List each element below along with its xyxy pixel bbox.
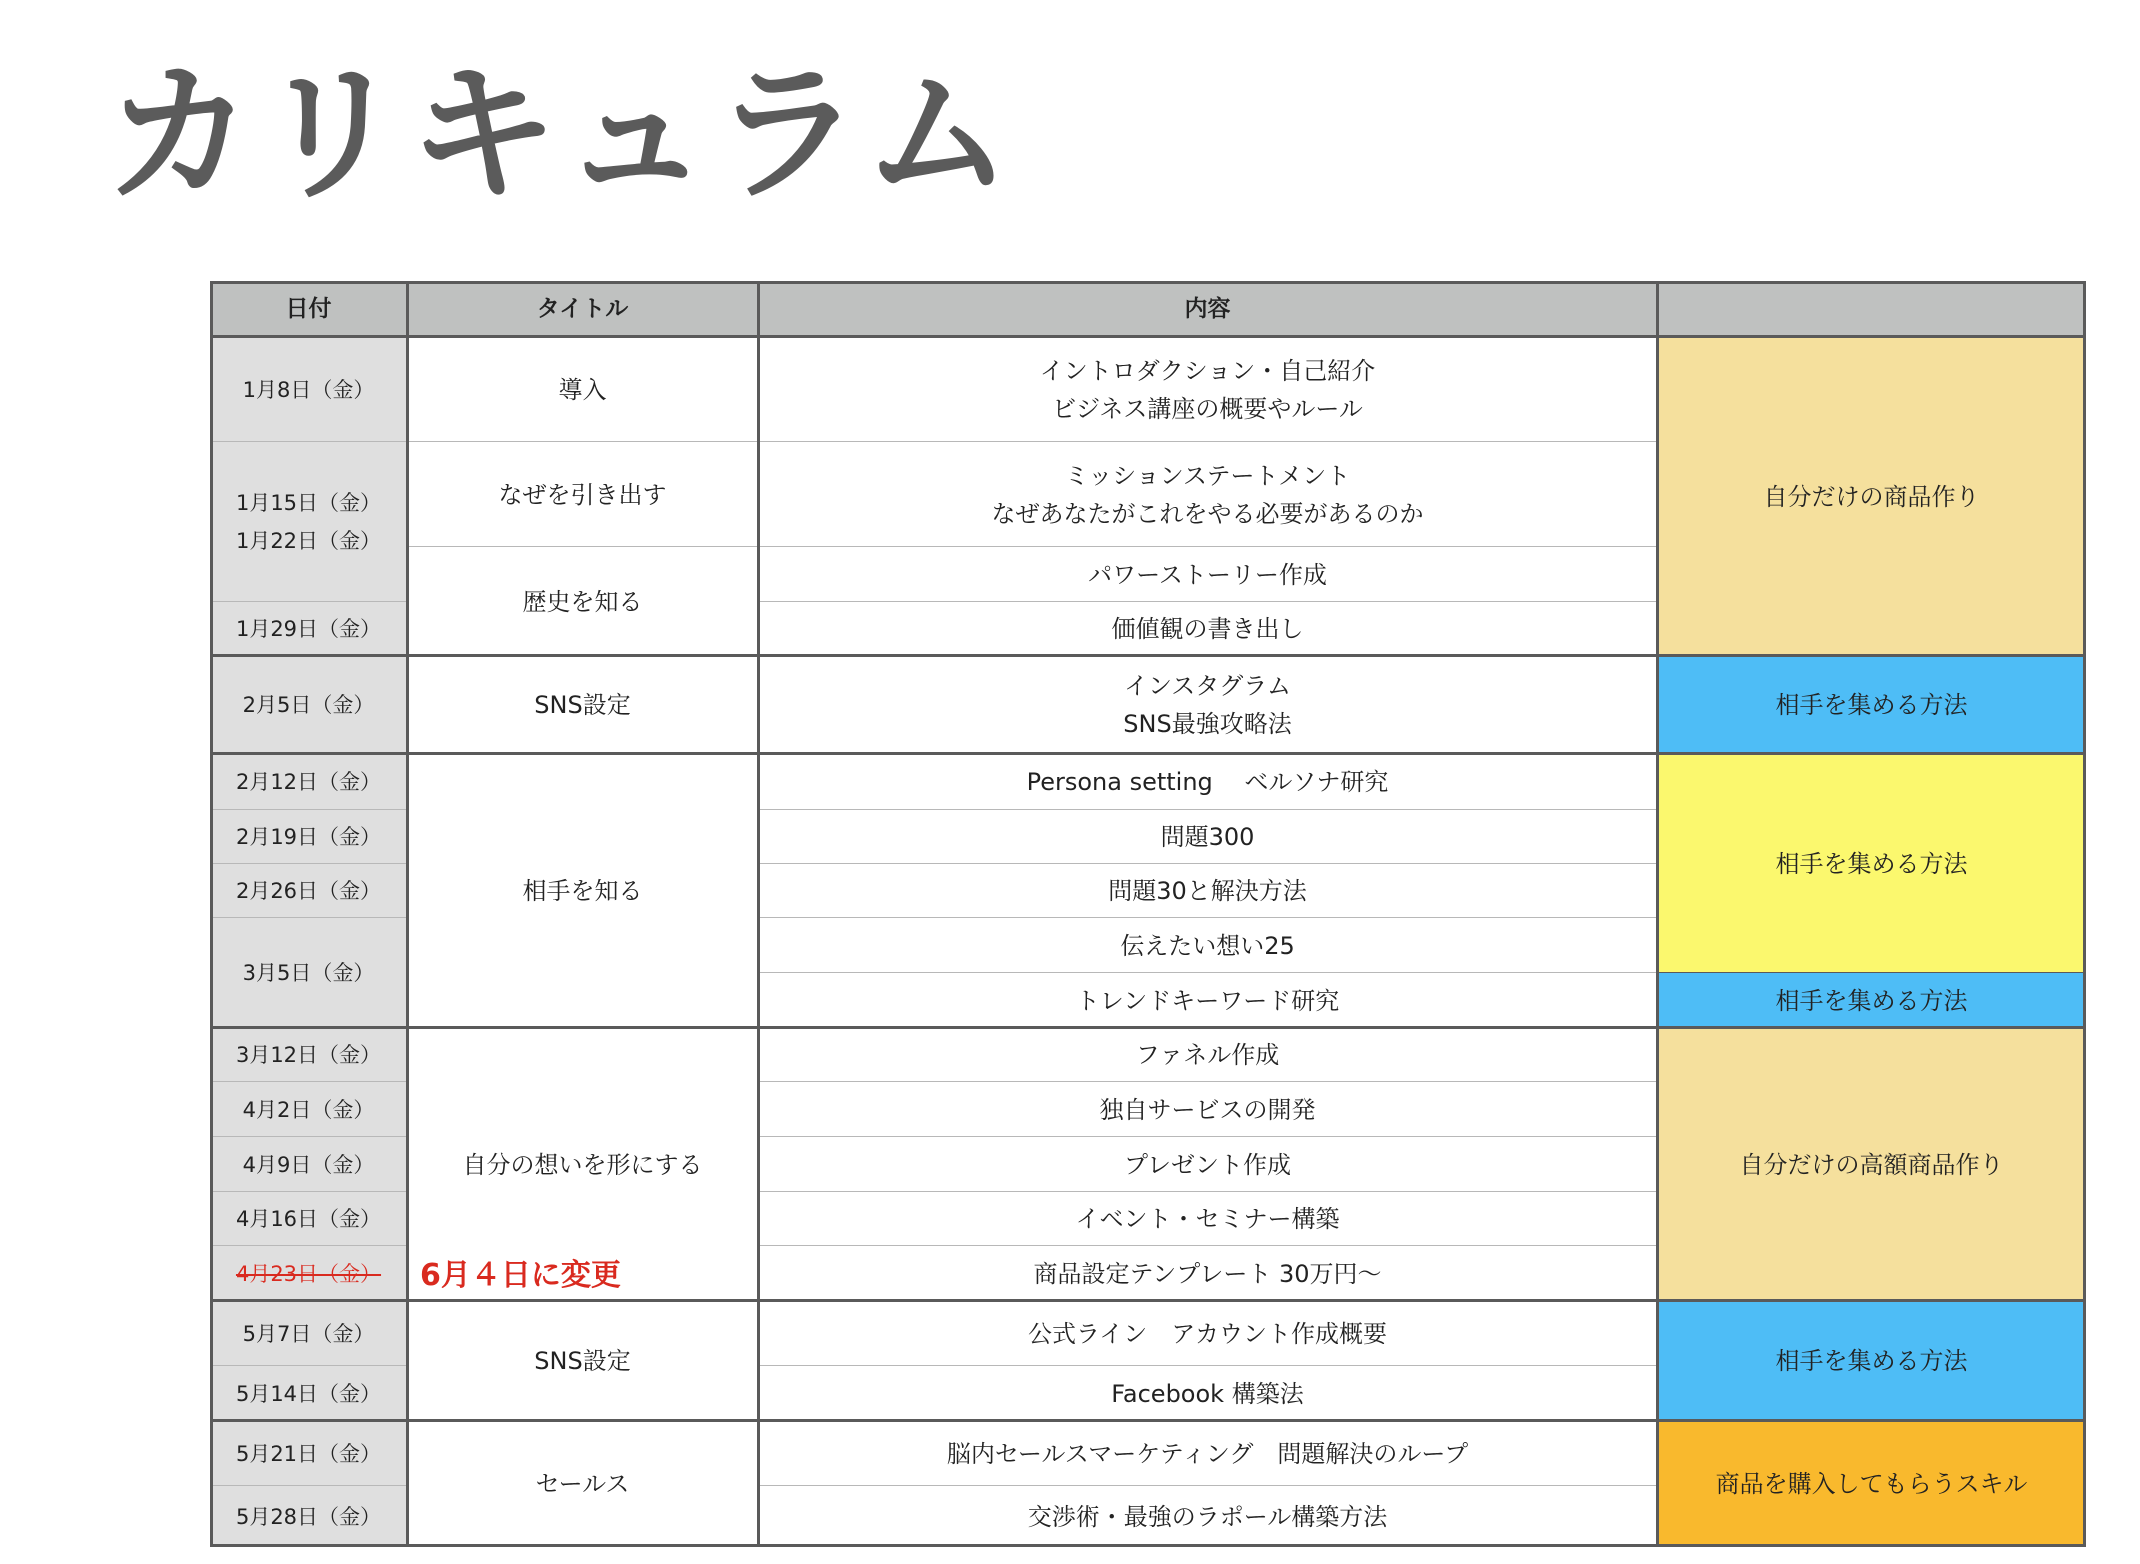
row-divider <box>1657 972 2086 973</box>
date-cell: 2月19日（金） <box>210 810 407 864</box>
table-border <box>210 1299 2086 1302</box>
date-cell: 2月26日（金） <box>210 864 407 918</box>
row-divider <box>210 1245 407 1246</box>
row-divider <box>758 1191 1657 1192</box>
column-border <box>1656 281 1659 1547</box>
content-cell: 公式ライン アカウント作成概要 <box>758 1301 1657 1366</box>
title-cell: 相手を知る <box>407 754 758 1028</box>
title-cell: SNS設定 <box>407 1301 758 1421</box>
date-struck-text: 4月23日（金） <box>235 1261 382 1286</box>
category-cell: 自分だけの商品作り <box>1657 337 2086 656</box>
content-cell: 商品設定テンプレート 30万円〜 <box>758 1246 1657 1301</box>
content-cell: Persona setting ベルソナ研究 <box>758 754 1657 810</box>
content-cell: トレンドキーワード研究 <box>758 973 1657 1028</box>
title-cell: 歴史を知る <box>407 547 758 656</box>
content-cell: 独自サービスの開発 <box>758 1082 1657 1137</box>
row-divider <box>210 1191 407 1192</box>
table-border <box>210 654 2086 657</box>
content-cell: インスタグラム SNS最強攻略法 <box>758 656 1657 754</box>
content-cell: 脳内セールスマーケティング 問題解決のループ <box>758 1421 1657 1486</box>
date-cell: 4月9日（金） <box>210 1137 407 1192</box>
row-divider <box>758 1136 1657 1137</box>
header-category <box>1657 281 2086 337</box>
table-border <box>210 335 2086 338</box>
row-divider <box>210 809 407 810</box>
row-divider <box>758 601 1657 602</box>
row-divider <box>758 1485 1657 1486</box>
category-cell: 相手を集める方法 <box>1657 973 2086 1028</box>
date-cell: 5月14日（金） <box>210 1366 407 1421</box>
date-cell-changed <box>210 1246 407 1301</box>
table-border <box>210 752 2086 755</box>
date-cell: 3月5日（金） <box>210 918 407 1028</box>
table-border <box>210 1026 2086 1029</box>
content-cell: 問題30と解決方法 <box>758 864 1657 918</box>
date-cell: 3月12日（金） <box>210 1028 407 1082</box>
content-cell: プレゼント作成 <box>758 1137 1657 1192</box>
date-cell: 2月12日（金） <box>210 754 407 810</box>
content-cell: 問題300 <box>758 810 1657 864</box>
column-border <box>757 281 760 1547</box>
table-border <box>210 1419 2086 1422</box>
row-divider <box>407 441 758 442</box>
row-divider <box>210 1365 407 1366</box>
date-cell: 1月8日（金） <box>210 337 407 442</box>
title-cell: セールス <box>407 1421 758 1547</box>
category-cell: 相手を集める方法 <box>1657 1301 2086 1421</box>
content-cell: 価値観の書き出し <box>758 602 1657 656</box>
date-cell: 4月2日（金） <box>210 1082 407 1137</box>
table-border <box>210 1544 2086 1547</box>
row-divider <box>758 546 1657 547</box>
title-cell: なぜを引き出す <box>407 442 758 547</box>
row-divider <box>407 546 758 547</box>
title-cell: 導入 <box>407 337 758 442</box>
date-cell: 1月15日（金） 1月22日（金） <box>210 442 407 602</box>
date-cell: 5月21日（金） <box>210 1421 407 1486</box>
title-cell: SNS設定 <box>407 656 758 754</box>
content-cell: ミッションステートメント なぜあなたがこれをやる必要があるのか <box>758 442 1657 547</box>
content-cell: Facebook 構築法 <box>758 1366 1657 1421</box>
header-title: タイトル <box>407 281 758 337</box>
curriculum-table <box>210 281 2086 1547</box>
date-cell: 2月5日（金） <box>210 656 407 754</box>
row-divider <box>758 1365 1657 1366</box>
category-cell: 自分だけの高額商品作り <box>1657 1028 2086 1301</box>
column-border <box>210 281 213 1547</box>
row-divider <box>210 917 407 918</box>
column-border <box>406 281 409 1547</box>
row-divider <box>758 809 1657 810</box>
row-divider <box>210 1081 407 1082</box>
row-divider <box>758 917 1657 918</box>
category-cell: 商品を購入してもらうスキル <box>1657 1421 2086 1547</box>
row-divider <box>210 863 407 864</box>
row-divider <box>758 1081 1657 1082</box>
content-cell: 伝えたい想い25 <box>758 918 1657 973</box>
row-divider <box>758 441 1657 442</box>
content-cell: ファネル作成 <box>758 1028 1657 1082</box>
row-divider <box>210 1485 407 1486</box>
header-content: 内容 <box>758 281 1657 337</box>
table-border <box>210 281 2086 284</box>
category-cell: 相手を集める方法 <box>1657 754 2086 973</box>
row-divider <box>210 1136 407 1137</box>
title-cell: 自分の想いを形にする <box>407 1028 758 1301</box>
date-cell: 5月28日（金） <box>210 1486 407 1547</box>
row-divider <box>210 601 407 602</box>
content-cell: 交渉術・最強のラポール構築方法 <box>758 1486 1657 1547</box>
date-cell: 5月7日（金） <box>210 1301 407 1366</box>
row-divider <box>758 972 1657 973</box>
row-divider <box>210 441 407 442</box>
row-divider <box>758 863 1657 864</box>
category-cell: 相手を集める方法 <box>1657 656 2086 754</box>
date-cell: 4月16日（金） <box>210 1192 407 1246</box>
date-cell: 1月29日（金） <box>210 602 407 656</box>
content-cell: パワーストーリー作成 <box>758 547 1657 602</box>
content-cell: イントロダクション・自己紹介 ビジネス講座の概要やルール <box>758 337 1657 442</box>
change-note: 6月４日に変更 <box>420 1258 621 1293</box>
column-border <box>2083 281 2086 1547</box>
content-cell: イベント・セミナー構築 <box>758 1192 1657 1246</box>
header-date: 日付 <box>210 281 407 337</box>
row-divider <box>758 1245 1657 1246</box>
page-title: カリキュラム <box>104 48 1015 222</box>
